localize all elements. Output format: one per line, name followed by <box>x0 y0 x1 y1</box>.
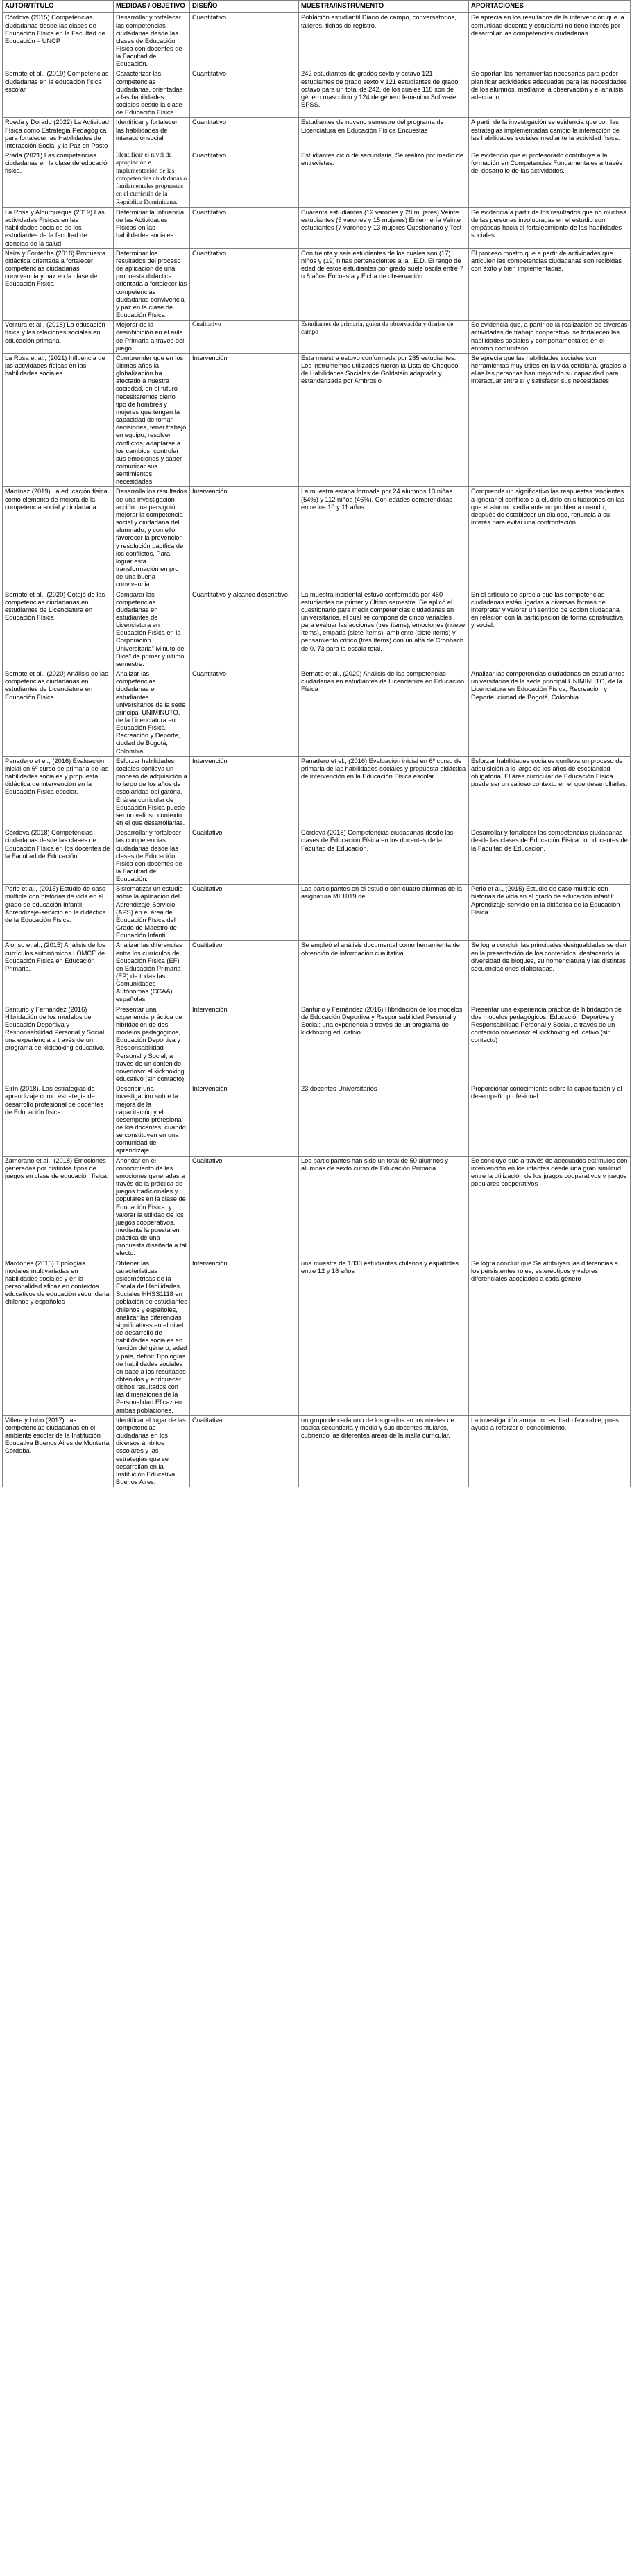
cell-autor: Córdova (2018) Competencias ciudadanas desde las clases de Educación Física en los docentes de la Facultad de Educación. <box>3 828 114 885</box>
cell-aportaciones: Se aprecia que las habilidades sociales son herramientas muy útiles en la vida cotidiana, gracias a ellas las personas han mejorado su capacidad para interactuar entre sí y satisfacer sus necesidades <box>469 353 631 487</box>
cell-diseno: Cuantitativo y alcance descriptivo. <box>190 590 299 669</box>
cell-autor: La Rosa y Alburqueque (2019) Las actividades Físicas en las habilidades sociales de los estudiantes de la facultad de ciencias de la salud <box>3 208 114 249</box>
cell-muestra: Las participantes en el estudio son cuatro alumnas de la asignatura MI 1019 de <box>299 885 469 941</box>
cell-muestra: La muestra incidental estuvo conformada por 450 estudiantes de primer y último semestre. Se aplicó el cuestionario para medir competencias ciudadanas en universitarios, el cual se compone de cinco variables para evaluar las acciones (tres ítems), emociones (nueve ítems), empatía (siete ítems), ambiente (siete ítems) y pensamiento crítico (tres ítems) con un alfa de Cronbach de 0, 73 para la escala total. <box>299 590 469 669</box>
cell-aportaciones: El proceso mostro que a partir de actividades que articulen las competencias ciudadanas son recibidas con éxito y bien implementadas. <box>469 248 631 320</box>
cell-diseno: Cualitativo <box>190 828 299 885</box>
cell-aportaciones: Presentar una experiencia práctica de hibridación de dos modelos pedagógicos, Educación Deportiva y Responsabilidad Personal y Social, a través de un contenido novedoso: el kickboxing educativo (sin contacto) <box>469 1005 631 1084</box>
table-row <box>3 1415 631 1487</box>
cell-aportaciones: Se aprecia en los resultados de la intervención que la comunidad docente y estudiantil no tiene interés por desarrollar las competencias ciudadanas. <box>469 13 631 69</box>
table-row <box>3 1005 631 1084</box>
cell-aportaciones: Se logra concluir que Se atribuyen las diferencias a los persistentes roles, estereotipos y valores diferenciales asociados a cada género <box>469 1259 631 1415</box>
cell-diseno: Cualitativo <box>190 885 299 941</box>
table-row <box>3 1156 631 1259</box>
cell-muestra: Panadero et el., (2016) Evaluación inicial en 6º curso de primaria de las habilidades sociales y propuesta didáctica de intervención en la Educación Física escolar. <box>299 756 469 828</box>
header-medidas: MEDIDAS / OBJETIVO <box>114 1 190 13</box>
cell-diseno: Intervención <box>190 487 299 590</box>
table-row <box>3 1259 631 1415</box>
cell-aportaciones: Desarrollar y fortalecer las competencias ciudadanas desde las clases de Educación Física con docentes de la Facultad de Educación. <box>469 828 631 885</box>
cell-medidas: Identificar el lugar de las competencias ciudadanas en los diversos ámbitos escolares y las estrategias que se desarrollan en la Institución Educativa Buenos Aires, <box>114 1415 190 1487</box>
cell-medidas: Desarrollar y fortalecer las competencias ciudadanas desde las clases de Educación Física con docentes de la Facultad de Educación. <box>114 828 190 885</box>
table-row <box>3 208 631 249</box>
cell-diseno: Cuantitativo <box>190 69 299 118</box>
cell-diseno: Cuantitativo <box>190 248 299 320</box>
cell-aportaciones: Se evidencio que el profesorado contribuye a la formación en Competencias Fundamentales a través del desarrollo de las actividades. <box>469 151 631 208</box>
table-row <box>3 1084 631 1156</box>
cell-medidas: Comprender que en los últimos años la globalización ha afectado a nuestra sociedad, en el futuro necesitaremos cierto tipo de hombres y mujeres que tengan la capacidad de tomar decisiones, tener trabajo en equipo, resolver conflictos, adaptarse a los cambios, controlar sus emociones y saber comunicar sus sentimientos necesidades. <box>114 353 190 487</box>
table-row <box>3 756 631 828</box>
cell-diseno: Cuantitativo <box>190 13 299 69</box>
cell-autor: Bernate et al., (2020) Cotejó de las competencias ciudadanas en estudiantes de Licenciatura en Educación Física <box>3 590 114 669</box>
cell-medidas: Describir una investigación sobre la mejora de la capacitación y el desempeño profesional de los docentes, cuando se constituyen en una comunidad de aprendizaje. <box>114 1084 190 1156</box>
table-row <box>3 321 631 354</box>
cell-medidas: Ahondar en el conocimiento de las emociones generadas a través de la práctica de juegos tradicionales y populares en la clase de Educación Física, y valorar la utilidad de los juegos cooperativos, mediante la puesta en práctica de una propuesta diseñada a tal efecto. <box>114 1156 190 1259</box>
cell-medidas: Mejorar de la desinhibición en el aula de Primaria a través del juego. <box>114 321 190 354</box>
cell-autor: Perlo et al., (2015) Estudio de caso múltiple con historias de vida en el grado de educación infantil: Aprendizaje-servicio en la didáctica de la Educación Física. <box>3 885 114 941</box>
cell-muestra: Estudiantes de noveno semestre del programa de Licenciatura en Educación Física Encuestas <box>299 118 469 151</box>
cell-diseno: Intervención <box>190 1005 299 1084</box>
cell-autor: Villera y Lobo (2017) Las competencias ciudadanas en el ambiente escolar de la Institución Educativa Buenos Aires de Montería Córdoba. <box>3 1415 114 1487</box>
cell-aportaciones: Comprende un significativo las respuestas tendientes a ignorar el conflicto o a eludirlo en situaciones en las que el alumno cedía ante un problema cuando, después de establecer un dialogo, renuncia a su interés para evitar una confrontación. <box>469 487 631 590</box>
cell-aportaciones: En el artículo se aprecia que las competencias ciudadanas están ligadas a diversas formas de interpretar y valorar un sentido de acción ciudadana en relación con la participación de forma constructiva y social. <box>469 590 631 669</box>
table-row <box>3 487 631 590</box>
cell-medidas: Determinar la Influencia de las Actividades Físicas en las habilidades sociales <box>114 208 190 249</box>
cell-aportaciones: Se aportan las herramientas necesarias para poder planificar actividades adecuadas para las necesidades de los alumnos, mediante la observación y el análisis adecuado. <box>469 69 631 118</box>
cell-muestra: Con treinta y seis estudiantes de los cuales son (17) niños y (19) niñas pertenecientes a la I.E.D. El rango de edad de estos estudiantes por grado suele oscila entre 7 u 8 años Encuesta y Ficha de observación <box>299 248 469 320</box>
cell-medidas: Esforzar habilidades sociales conlleva un proceso de adquisición a lo largo de los años de escolaridad obligatoria. El área curricular de Educación Física puede ser un valioso contexto en el que desarrollarlas. <box>114 756 190 828</box>
table-row <box>3 69 631 118</box>
table-row <box>3 151 631 208</box>
cell-medidas: Determinar los resultados del proceso de aplicación de una propuesta didáctica orientada a fortalecer las competencias ciudadanas convivencia y paz en la clase de Educación Física <box>114 248 190 320</box>
cell-muestra: un grupo de cada uno de los grados en los niveles de básica secundaria y media y sus docentes titulares, cubriendo las diferentes áreas de la malla curricular. <box>299 1415 469 1487</box>
cell-muestra: Córdova (2018) Competencias ciudadanas desde las clases de Educación Física en los docentes de la Facultad de Educación. <box>299 828 469 885</box>
cell-diseno: Cuantitativo <box>190 208 299 249</box>
cell-diseno: Cualitativo <box>190 321 299 354</box>
cell-medidas: Sistematizar un estudio sobre la aplicación del Aprendizaje-Servicio (APS) en el área de Educación Física del Grado de Maestro de Educación Infantil <box>114 885 190 941</box>
cell-aportaciones: A partir de la investigación se evidencia que con las estrategias implementadas cambio la interacción de las habilidades sociales mediante la actividad física. <box>469 118 631 151</box>
cell-autor: Panadero et el., (2016) Evaluación inicial en 6º curso de primaria de las habilidades sociales y propuesta didáctica de intervención en la Educación Física escolar. <box>3 756 114 828</box>
cell-aportaciones: La investigación arroja un resultado favorable, pues ayuda a reforzar el conocimiento. <box>469 1415 631 1487</box>
cell-aportaciones: Se concluye que a través de adecuados estímulos con intervención en los infantes desde una gran similitud entre la utilización de los juegos cooperativos y juegos populares cooperativos <box>469 1156 631 1259</box>
cell-diseno: Intervención <box>190 353 299 487</box>
table-row <box>3 669 631 757</box>
cell-autor: Zamorano et al., (2018) Emociones generadas por distintos tipos de juegos en clase de educación física. <box>3 1156 114 1259</box>
cell-autor: Ventura et al., (2018) La educación física y las relaciones sociales en educación primaria. <box>3 321 114 354</box>
cell-muestra: 23 docentes Universitarios <box>299 1084 469 1156</box>
cell-muestra: Población estudiantil Diario de campo, conversatorios, talleres, fichas de registro. <box>299 13 469 69</box>
table-row <box>3 13 631 69</box>
cell-medidas: Comparar las competencias ciudadanas en estudiantes de Licenciatura en Educación Física en la Corporación Universitaria" Minuto de Dios" de primer y último semestre. <box>114 590 190 669</box>
cell-diseno: Cuantitativo <box>190 669 299 757</box>
table-body <box>3 13 631 1487</box>
cell-medidas: Identificar y fortalecer las habilidades de interacciónsocial <box>114 118 190 151</box>
cell-aportaciones: Esforzar habilidades sociales conlleva un proceso de adquisición a lo largo de los años de escolaridad obligatoria. El área curricular de Educación Física puede ser un valioso contexto en el que desarrollarlas. <box>469 756 631 828</box>
cell-muestra: una muestra de 1833 estudiantes chilenos y españoles entre 12 y 18 años <box>299 1259 469 1415</box>
cell-muestra: Se empleó el análisis documental como herramienta de obtención de información cualitativa <box>299 941 469 1005</box>
cell-muestra: Cuarenta estudiantes (12 varones y 28 mujeres) Veinte estudiantes (5 varones y 15 mujeres) Enfermería Veinte estudiantes (7 varones y 13 mujeres Cuestionario y Test <box>299 208 469 249</box>
cell-aportaciones: Se evidencia que, a partir de la realización de diversas actividades de trabajo cooperativo, se fortalecen las habilidades sociales y comportamentales en el entorno comunitario. <box>469 321 631 354</box>
table-row <box>3 885 631 941</box>
header-aportaciones: APORTACIONES <box>469 1 631 13</box>
header-diseno: DISEÑO <box>190 1 299 13</box>
cell-diseno: Intervención <box>190 1084 299 1156</box>
cell-diseno: Cuantitativo <box>190 151 299 208</box>
cell-diseno: Cualitativo <box>190 1156 299 1259</box>
cell-autor: Santurio y Fernández (2016) Hibridación de los modelos de Educación Deportiva y Responsabilidad Personal y Social: una experiencia a través de un programa de kickboxing educativo. <box>3 1005 114 1084</box>
cell-aportaciones: Perlo et al., (2015) Estudio de caso múltiple con historias de vida en el grado de educación infantil: Aprendizaje-servicio en la didáctica de la Educación Física. <box>469 885 631 941</box>
table-row <box>3 590 631 669</box>
table-header-row <box>3 1 631 13</box>
cell-aportaciones: Se evidencia a partir de los resultados que no muchas de las personas involucradas en el estudio son empáticas hacia el fortalecimiento de las habilidades sociales <box>469 208 631 249</box>
cell-muestra: La muestra estaba formada por 24 alumnos,13 niñas (54%) y 112 niños (46%). Con edades comprendidas entre los 10 y 11 años. <box>299 487 469 590</box>
cell-autor: Bernate et al., (2020) Análisis de las competencias ciudadanas en estudiantes de Licenciatura en Educación Física <box>3 669 114 757</box>
cell-autor: Bernate et al., (2019) Competencias ciudadanas en la educación física escolar <box>3 69 114 118</box>
table-row <box>3 941 631 1005</box>
cell-diseno: Cualitativo <box>190 941 299 1005</box>
cell-medidas: Caracterizar las competencias ciudadanas, orientadas a las habilidades sociales desde la clase de Educación Física. <box>114 69 190 118</box>
cell-muestra: Esta muestra estuvo conformada por 265 estudiantes. Los instrumentos utilizados fueron la Lista de Chequeo de Habilidades Sociales de Goldstein adaptada y estandarizada por Ambrosio <box>299 353 469 487</box>
cell-diseno: Intervención <box>190 1259 299 1415</box>
cell-muestra: 242 estudiantes de grados sexto y octavo 121 estudiantes de grado sexto y 121 estudiantes de grado octavo para un total de 242, de los cuales 118 son de género masculino y 124 de género femenino Software SPSS. <box>299 69 469 118</box>
literature-review-table <box>2 0 631 1487</box>
cell-medidas: Identificar el nivel de apropiación e implementación de las competencias ciudadanas o fundamentales propuestas en el currículo de la República Dominicana. <box>114 151 190 208</box>
header-muestra: MUESTRA/INSTRUMENTO <box>299 1 469 13</box>
cell-medidas: Obtener las características psicométricas de la Escala de Habilidades Sociales HHSS1118 en población de estudiantes chilenos y españoles, analizar las diferencias significativas en el nivel de desarrollo de habilidades sociales en función del género, edad y país, definir Tipologías de habilidades sociales en base a los resultados obtenidos y enriquecer dichos resultados con las dimensiones de la Personalidad Eficaz en ambas poblaciones. <box>114 1259 190 1415</box>
table-row <box>3 248 631 320</box>
cell-aportaciones: Analizar las competencias ciudadanas en estudiantes universitarios de la sede principal UNIMINUTO, de la Licenciatura en Educación Física, Recreación y Deporte, ciudad de Bogotá, Colombia. <box>469 669 631 757</box>
cell-autor: La Rosa et al., (2021) Influencia de las actividades físicas en las habilidades sociales <box>3 353 114 487</box>
cell-autor: Rueda y Dorado (2022) La Actividad Física como Estrategia Pedagógica para fortalecer las Habilidades de Interacción Social y la Paz en Pasto <box>3 118 114 151</box>
cell-muestra: Bernate et al., (2020) Análisis de las competencias ciudadanas en estudiantes de Licenciatura en Educación Física <box>299 669 469 757</box>
cell-autor: Mardones (2016) Tipologías modales multivariadas en habilidades sociales y en la personalidad eficaz en contextos educativos de educación secundaria chilenos y españoles <box>3 1259 114 1415</box>
table-row <box>3 828 631 885</box>
header-autor: AUTOR/TÍTULO <box>3 1 114 13</box>
cell-autor: Neira y Fontecha (2018) Propuesta didáctica orientada a fortalecer competencias ciudadanas convivencia y paz en la clase de Educación Física <box>3 248 114 320</box>
cell-diseno: Intervención <box>190 756 299 828</box>
cell-medidas: Analizar las diferencias entre los currículos de Educación Física (EF) en Educación Primaria (EP) de todas las Comunidades Autónomas (CCAA) españolas <box>114 941 190 1005</box>
cell-aportaciones: Se logra concluir las principales desigualdades se dan en la presentación de los contenidos, destacando la diversidad de bloques, su nomenclatura y las distintas secuenciaciones elaboradas. <box>469 941 631 1005</box>
cell-autor: Martínez (2019) La educación física como elemento de mejora de la competencia social y ciudadana. <box>3 487 114 590</box>
cell-autor: Eirín (2018). Las estrategias de aprendizaje como estrategia de desarrollo profesional de docentes de Educación física. <box>3 1084 114 1156</box>
cell-medidas: Presentar una experiencia práctica de hibridación de dos modelos pedagógicos, Educación Deportiva y Responsabilidad Personal y Social, a través de un contenido novedoso: el kickboxing educativo (sin contacto) <box>114 1005 190 1084</box>
cell-medidas: Analizar las competencias ciudadanas en estudiantes universitarios de la sede principal UNIMINUTO, de la Licenciatura en Educación Física, Recreación y Deporte, ciudad de Bogotá, Colombia. <box>114 669 190 757</box>
cell-diseno: Cuantitativo <box>190 118 299 151</box>
cell-muestra: Estudiantes ciclo de secundaria, Se realizó por medio de entrevistas. <box>299 151 469 208</box>
cell-autor: Córdova (2015) Competencias ciudadanas desde las clases de Educación Física en la Facultad de Educación – UNCP <box>3 13 114 69</box>
cell-aportaciones: Proporcionar conocimiento sobre la capacitación y el desempeño profesional <box>469 1084 631 1156</box>
cell-muestra: Estudiantes de primaria, guion de observación y diarios de campo <box>299 321 469 354</box>
cell-autor: Alonso et al., (2015) Análisis de los currículos autonómicos LOMCE de Educación Física en Educación Primaria. <box>3 941 114 1005</box>
cell-medidas: Desarrolla los resultados de una investigación-acción que persiguió mejorar la competencia social y ciudadana del alumnado, y con ello favorecer la prevención y resolución pacífica de los conflictos. Para lograr esta transformación en pro de una buena convivencia. <box>114 487 190 590</box>
table-row <box>3 118 631 151</box>
cell-medidas: Desarrollar y fortalecer las competencias ciudadanas desde las clases de Educación Física con docentes de la Facultad de Educación. <box>114 13 190 69</box>
cell-muestra: Santurio y Fernández (2016) Hibridación de los modelos de Educación Deportiva y Responsabilidad Personal y Social: una experiencia a través de un programa de kickboxing educativo. <box>299 1005 469 1084</box>
cell-diseno: Cualitativa <box>190 1415 299 1487</box>
table-row <box>3 353 631 487</box>
cell-muestra: Los participantes han sido un total de 50 alumnos y alumnas de sexto curso de Educación Primaria. <box>299 1156 469 1259</box>
cell-autor: Prada (2021) Las competencias ciudadanas en la clase de educación física. <box>3 151 114 208</box>
